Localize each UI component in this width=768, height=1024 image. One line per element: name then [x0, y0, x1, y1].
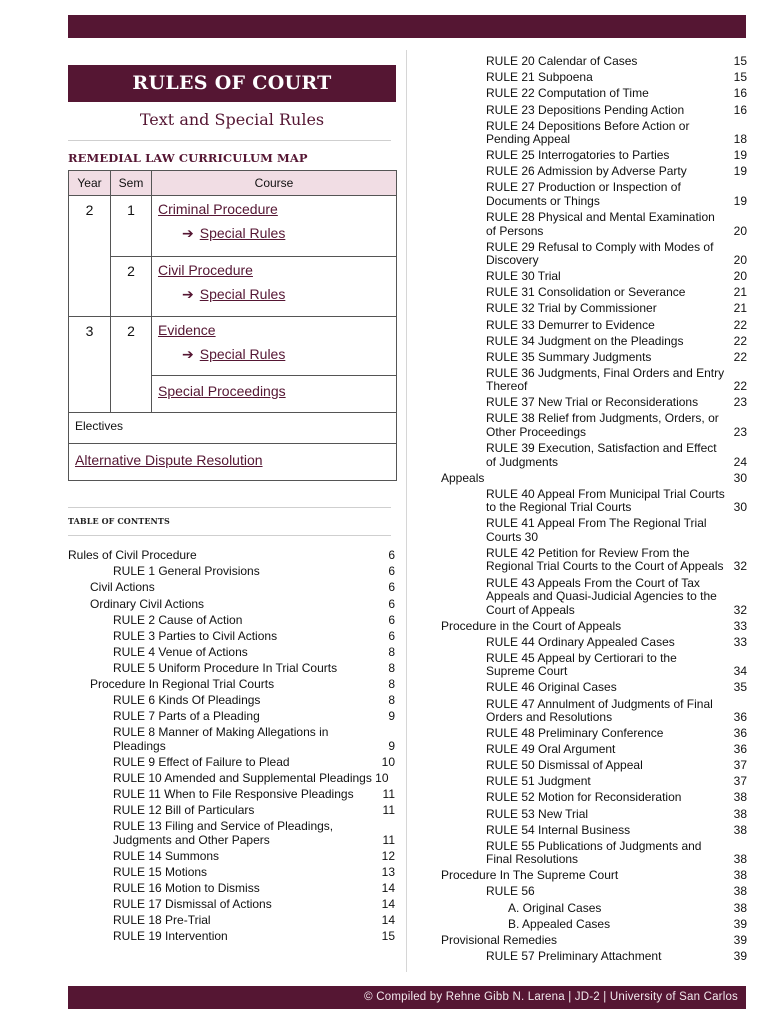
course-link-evidence[interactable]: Evidence [158, 322, 216, 338]
toc-entry-page: 6 [388, 564, 395, 579]
toc-entry[interactable] [68, 580, 395, 596]
toc-entry[interactable] [441, 618, 747, 634]
toc-entry-title: RULE 40 Appeal From Municipal Trial Courts to the Regional Trial Courts [486, 486, 725, 515]
table-header-row [69, 171, 397, 196]
toc-entry-page: 8 [388, 693, 395, 708]
toc-entry-page: 15 [733, 54, 747, 69]
course-cell [152, 257, 397, 317]
toc-entry-title: RULE 48 Preliminary Conference [486, 726, 664, 741]
toc-entry-title: RULE 43 Appeals From the Court of Tax Appeals and Quasi-Judicial Agencies to the Court of Appeals [486, 575, 717, 617]
special-rules-link[interactable]: Special Rules [199, 286, 286, 302]
toc-entry-page: 11 [382, 787, 395, 802]
toc-entry-title: RULE 31 Consolidation or Severance [486, 285, 686, 300]
course-cell [152, 196, 397, 257]
toc-entry-page: 37 [733, 774, 747, 789]
toc-entry[interactable] [441, 210, 747, 240]
toc-entry-title: RULE 50 Dismissal of Appeal [486, 758, 643, 773]
toc-entry-title: RULE 5 Uniform Procedure In Trial Courts [113, 660, 338, 675]
toc-entry-title: RULE 42 Petition for Review From the Regional Trial Courts to the Court of Appeals [486, 545, 724, 574]
toc-entry-page: 35 [733, 680, 747, 695]
toc-entry[interactable] [68, 755, 395, 771]
toc-entry-title: RULE 55 Publications of Judgments and Final Resolutions [486, 838, 702, 867]
toc-entry-title: RULE 27 Production or Inspection of Documents or Things [486, 180, 681, 208]
toc-entry-page: 15 [733, 70, 747, 85]
toc-entry[interactable] [441, 822, 747, 838]
toc-entry-title: RULE 4 Venue of Actions [113, 644, 248, 659]
toc-entry-page: 21 [733, 301, 747, 316]
toc-entry-title: RULE 35 Summary Judgments [486, 349, 652, 364]
toc-entry-title: RULE 8 Manner of Making Allegations in Pleadings [113, 725, 329, 753]
toc-entry-page: 23 [733, 424, 747, 439]
curriculum-map-table [68, 170, 397, 481]
toc-entry-title: Provisional Remedies [441, 932, 558, 947]
table-row [69, 317, 397, 376]
toc-entry-page: 11 [382, 803, 395, 818]
arrow-right-icon: ➔ [182, 225, 194, 241]
toc-entry-page: 38 [733, 852, 747, 867]
year-cell: 2 [69, 196, 111, 317]
toc-entry[interactable] [441, 916, 747, 932]
toc-heading: TABLE OF CONTENTS [68, 516, 170, 526]
toc-entry-page: 6 [388, 580, 395, 595]
toc-entry-page: 16 [733, 102, 747, 117]
toc-entry-title: RULE 20 Calendar of Cases [486, 54, 638, 69]
toc-entry[interactable] [68, 693, 395, 709]
sem-cell: 1 [111, 196, 152, 257]
toc-entry-page: 22 [733, 317, 747, 332]
toc-entry-page: 23 [733, 395, 747, 410]
toc-entry[interactable] [441, 269, 747, 285]
footer-bar: © Compiled by Rehne Gibb N. Larena | JD-2 | University of San Carlos [68, 986, 746, 1009]
toc-entry-title: RULE 52 Motion for Reconsideration [486, 790, 682, 805]
toc-entry-title: RULE 34 Judgment on the Pleadings [486, 333, 684, 348]
toc-entry[interactable] [441, 102, 747, 118]
toc-entry[interactable] [441, 470, 747, 486]
column-header-course: Course [152, 171, 397, 196]
toc-entry-page: 19 [733, 148, 747, 163]
toc-entry-page: 20 [733, 253, 747, 268]
toc-entry-title: RULE 1 General Provisions [113, 564, 260, 579]
toc-entry-title: Procedure in the Court of Appeals [441, 618, 622, 633]
toc-entry-title: Ordinary Civil Actions [90, 596, 205, 611]
toc-entry-page: 14 [381, 881, 395, 896]
toc-entry[interactable] [441, 180, 747, 210]
toc-entry-title: RULE 17 Dismissal of Actions [113, 897, 272, 912]
sem-cell: 2 [111, 317, 152, 413]
toc-entry[interactable] [441, 884, 747, 900]
toc-entry-title: RULE 6 Kinds Of Pleadings [113, 693, 261, 708]
toc-entry[interactable] [441, 696, 747, 726]
toc-entry[interactable] [441, 301, 747, 317]
toc-entry[interactable] [68, 803, 395, 819]
arrow-right-icon: ➔ [182, 346, 194, 362]
toc-entry[interactable] [441, 349, 747, 365]
toc-entry[interactable] [441, 366, 747, 396]
toc-entry-page: 38 [733, 822, 747, 837]
toc-entry[interactable] [68, 564, 395, 580]
toc-entry[interactable] [441, 546, 747, 576]
toc-entry-title: RULE 54 Internal Business [486, 822, 631, 837]
toc-entry-title: RULE 25 Interrogatories to Parties [486, 148, 670, 163]
toc-column-left [68, 548, 395, 945]
toc-entry-title: RULE 56 [486, 884, 535, 899]
toc-entry-page: 39 [733, 948, 747, 963]
toc-entry-page: 9 [388, 709, 395, 724]
toc-entry-page: 10 [381, 754, 395, 769]
electives-label: Electives [69, 413, 397, 444]
toc-entry[interactable] [68, 709, 395, 725]
toc-entry-page: 11 [382, 832, 395, 847]
toc-entry[interactable] [441, 441, 747, 471]
toc-entry[interactable] [68, 865, 395, 881]
toc-entry-title: RULE 28 Physical and Mental Examination of Persons [486, 210, 715, 238]
toc-entry[interactable] [441, 680, 747, 696]
toc-entry-page: 32 [733, 559, 747, 574]
toc-entry-title: RULE 26 Admission by Adverse Party [486, 164, 687, 179]
toc-entry-page: 38 [733, 868, 747, 883]
toc-entry-title: B. Appealed Cases [508, 916, 611, 931]
document-title: RULES OF COURT [68, 65, 396, 102]
toc-entry[interactable] [441, 651, 747, 681]
toc-entry-title: RULE 16 Motion to Dismiss [113, 881, 260, 896]
toc-entry[interactable] [441, 742, 747, 758]
toc-entry-title: RULE 33 Demurrer to Evidence [486, 317, 655, 332]
toc-entry-page: 30 [733, 500, 747, 515]
toc-entry-page: 21 [733, 285, 747, 300]
toc-entry-page: 12 [381, 848, 395, 863]
column-header-year: Year [69, 171, 111, 196]
table-row [69, 196, 397, 257]
toc-entry-page: 15 [381, 929, 395, 944]
toc-entry[interactable] [441, 164, 747, 180]
toc-entry-page: 18 [733, 132, 747, 147]
toc-entry-title: RULE 47 Annulment of Judgments of Final Orders and Resolutions [486, 696, 713, 725]
toc-entry-title: RULE 32 Trial by Commissioner [486, 301, 657, 316]
toc-entry-page: 6 [388, 548, 395, 563]
toc-entry-page: 19 [733, 164, 747, 179]
toc-entry[interactable] [441, 411, 747, 441]
toc-entry-page: 39 [733, 932, 747, 947]
toc-entry[interactable] [441, 148, 747, 164]
toc-entry-page: 6 [388, 596, 395, 611]
toc-entry[interactable] [441, 317, 747, 333]
toc-entry[interactable] [441, 70, 747, 86]
toc-entry-page: 19 [733, 193, 747, 208]
toc-entry[interactable] [68, 612, 395, 628]
sem-cell: 2 [111, 257, 152, 317]
toc-entry-page: 16 [733, 86, 747, 101]
table-row [69, 413, 397, 444]
sub-link-row [158, 346, 390, 363]
toc-entry[interactable] [441, 333, 747, 349]
toc-entry-page: 13 [381, 864, 395, 879]
toc-entry[interactable] [441, 774, 747, 790]
toc-entry[interactable] [441, 285, 747, 301]
toc-entry[interactable] [441, 758, 747, 774]
toc-entry-page: 8 [388, 677, 395, 692]
divider [68, 507, 391, 508]
toc-entry-page: 37 [733, 758, 747, 773]
arrow-right-icon: ➔ [182, 286, 194, 302]
toc-entry[interactable] [441, 868, 747, 884]
toc-entry[interactable] [68, 596, 395, 612]
toc-entry-title: Appeals [441, 470, 485, 485]
toc-entry[interactable] [68, 628, 395, 644]
toc-entry-title: RULE 2 Cause of Action [113, 612, 243, 627]
toc-entry[interactable] [441, 790, 747, 806]
toc-entry-title: RULE 44 Ordinary Appealed Cases [486, 634, 675, 649]
toc-entry-title: RULE 51 Judgment [486, 774, 591, 789]
toc-entry[interactable] [441, 575, 747, 618]
toc-entry-page: 22 [733, 333, 747, 348]
toc-entry-title: RULE 57 Preliminary Attachment [486, 948, 662, 963]
toc-entry-page: 9 [388, 738, 395, 753]
toc-entry-title: RULE 22 Computation of Time [486, 86, 649, 101]
toc-entry-title: RULE 7 Parts of a Pleading [113, 709, 260, 724]
toc-entry-title: RULE 46 Original Cases [486, 680, 617, 695]
toc-entry-title: RULE 19 Intervention [113, 929, 228, 944]
toc-entry[interactable] [68, 913, 395, 929]
toc-entry[interactable] [441, 900, 747, 916]
toc-entry[interactable] [441, 486, 747, 516]
toc-entry[interactable] [68, 819, 395, 849]
toc-entry-title: RULE 24 Depositions Before Action or Pending Appeal [486, 118, 690, 147]
toc-entry-title: RULE 13 Filing and Service of Pleadings, Judgments and Other Papers [113, 819, 334, 847]
toc-entry-page: 22 [733, 379, 747, 394]
toc-entry[interactable] [441, 516, 747, 546]
course-link-alternative-dispute-resolution[interactable]: Alternative Dispute Resolution [75, 452, 263, 468]
toc-entry[interactable] [441, 118, 747, 148]
toc-entry-page: 38 [733, 790, 747, 805]
toc-entry-title: RULE 23 Depositions Pending Action [486, 102, 685, 117]
toc-entry-title: Rules of Civil Procedure [68, 548, 197, 563]
toc-entry-page: 36 [733, 742, 747, 757]
toc-entry[interactable] [441, 806, 747, 822]
toc-entry-page: 20 [733, 223, 747, 238]
toc-entry-page: 6 [388, 612, 395, 627]
course-link-criminal-procedure[interactable]: Criminal Procedure [158, 201, 278, 217]
toc-entry-title: RULE 10 Amended and Supplemental Pleadings 10 [113, 771, 389, 786]
toc-entry[interactable] [441, 239, 747, 269]
toc-entry[interactable] [68, 897, 395, 913]
document-subtitle: Text and Special Rules [139, 110, 325, 129]
toc-entry[interactable] [68, 787, 395, 803]
toc-entry[interactable] [68, 771, 395, 787]
toc-entry-title: RULE 36 Judgments, Final Orders and Entry Thereof [486, 365, 725, 394]
toc-entry-page: 14 [381, 897, 395, 912]
column-header-sem: Sem [111, 171, 152, 196]
toc-entry-title: RULE 29 Refusal to Comply with Modes of Discovery [486, 239, 714, 268]
course-link-civil-procedure[interactable]: Civil Procedure [158, 262, 253, 278]
toc-entry[interactable] [68, 645, 395, 661]
toc-entry-title: RULE 41 Appeal From The Regional Trial Courts 30 [486, 516, 707, 544]
toc-entry-page: 38 [733, 884, 747, 899]
toc-entry[interactable] [68, 661, 395, 677]
toc-entry-page: 32 [733, 602, 747, 617]
toc-entry-page: 34 [733, 664, 747, 679]
toc-entry-page: 39 [733, 916, 747, 931]
toc-entry[interactable] [441, 86, 747, 102]
toc-entry-page: 22 [733, 349, 747, 364]
toc-entry[interactable] [68, 849, 395, 865]
toc-entry-title: RULE 9 Effect of Failure to Plead [113, 754, 290, 769]
toc-entry-title: RULE 14 Summons [113, 848, 220, 863]
toc-entry[interactable] [441, 726, 747, 742]
special-rules-link[interactable]: Special Rules [199, 225, 286, 241]
toc-entry-title: RULE 49 Oral Argument [486, 742, 616, 757]
toc-entry-page: 33 [733, 618, 747, 633]
toc-entry[interactable] [68, 929, 395, 945]
curriculum-map-heading: REMEDIAL LAW CURRICULUM MAP [68, 151, 308, 165]
header-bar [68, 15, 746, 38]
toc-entry[interactable] [441, 54, 747, 70]
toc-entry-page: 20 [733, 269, 747, 284]
toc-entry[interactable] [441, 932, 747, 948]
toc-entry-title: RULE 39 Execution, Satisfaction and Effect of Judgments [486, 441, 717, 469]
divider [68, 140, 391, 141]
toc-entry-title: RULE 3 Parties to Civil Actions [113, 628, 278, 643]
toc-column-right [441, 54, 747, 965]
toc-entry-title: RULE 30 Trial [486, 269, 561, 284]
toc-entry-title: RULE 18 Pre-Trial [113, 913, 211, 928]
toc-entry[interactable] [68, 677, 395, 693]
toc-entry-page: 8 [388, 644, 395, 659]
sub-link-row [158, 225, 390, 242]
toc-entry[interactable] [441, 949, 747, 965]
course-cell [152, 317, 397, 376]
toc-entry-page: 38 [733, 806, 747, 821]
toc-entry-page: 30 [733, 470, 747, 485]
toc-entry[interactable] [441, 838, 747, 868]
toc-entry-title: Procedure In The Supreme Court [441, 868, 619, 883]
toc-entry-page: 33 [733, 634, 747, 649]
toc-entry-title: RULE 38 Relief from Judgments, Orders, or Other Proceedings [486, 411, 719, 439]
toc-entry-page: 6 [388, 628, 395, 643]
toc-entry-page: 8 [388, 660, 395, 675]
toc-entry-title: RULE 45 Appeal by Certiorari to the Supreme Court [486, 650, 677, 679]
table-row [69, 257, 397, 317]
toc-entry[interactable] [441, 395, 747, 411]
toc-entry-title: Procedure In Regional Trial Courts [90, 677, 275, 692]
toc-entry-page: 38 [733, 900, 747, 915]
toc-entry[interactable] [68, 881, 395, 897]
toc-entry[interactable] [441, 634, 747, 650]
course-cell [69, 444, 397, 481]
toc-entry-page: 36 [733, 710, 747, 725]
toc-entry-title: RULE 53 New Trial [486, 806, 589, 821]
column-divider [406, 50, 407, 972]
toc-entry-page: 36 [733, 726, 747, 741]
special-rules-link[interactable]: Special Rules [199, 346, 286, 362]
table-row [69, 444, 397, 481]
course-cell [152, 376, 397, 413]
toc-entry-title: A. Original Cases [508, 900, 602, 915]
sub-link-row [158, 286, 390, 303]
toc-entry-page: 24 [733, 454, 747, 469]
course-link-special-proceedings[interactable]: Special Proceedings [158, 383, 286, 399]
toc-entry[interactable] [68, 725, 395, 755]
divider [68, 535, 391, 536]
toc-entry-title: RULE 21 Subpoena [486, 70, 593, 85]
year-cell: 3 [69, 317, 111, 413]
toc-entry-title: RULE 11 When to File Responsive Pleadings [113, 787, 354, 802]
toc-entry-title: RULE 15 Motions [113, 864, 208, 879]
toc-entry-title: Civil Actions [90, 580, 155, 595]
toc-entry-title: RULE 37 New Trial or Reconsiderations [486, 395, 699, 410]
toc-entry-title: RULE 12 Bill of Particulars [113, 803, 255, 818]
toc-entry-page: 14 [381, 913, 395, 928]
toc-entry[interactable] [68, 548, 395, 564]
